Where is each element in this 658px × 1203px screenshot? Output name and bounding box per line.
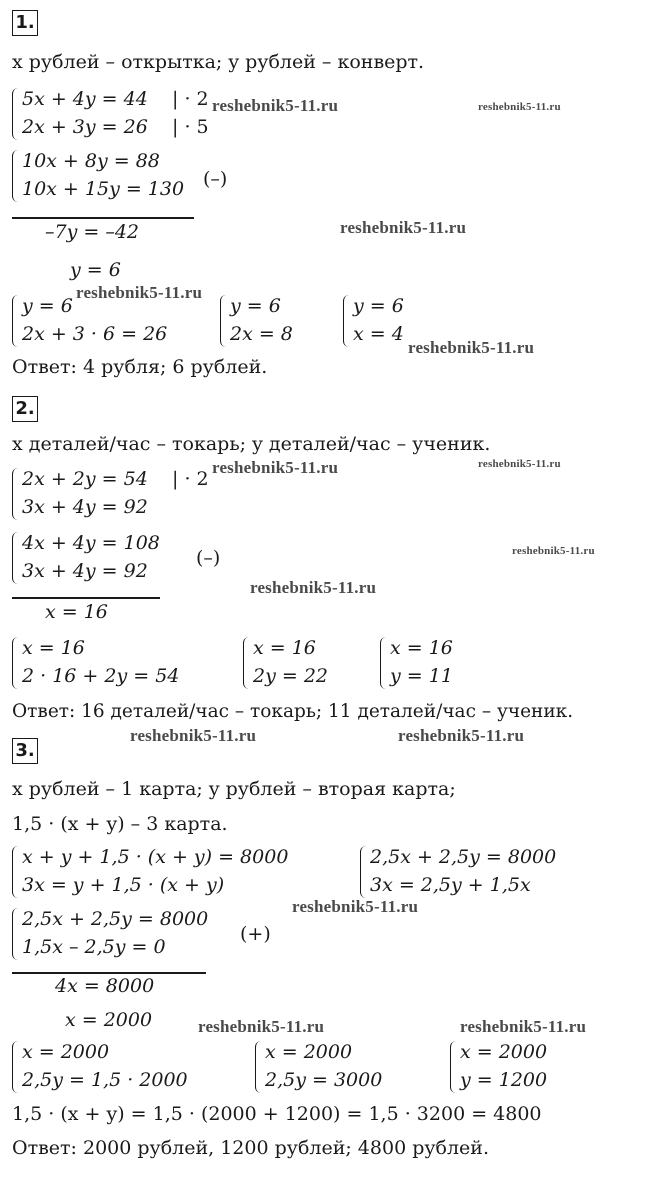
equation: 10x + 15y = 130 bbox=[22, 178, 185, 200]
system-brace bbox=[343, 295, 349, 347]
equation: y = 1200 bbox=[460, 1069, 548, 1091]
equation: 3x + 4y = 92 bbox=[22, 560, 148, 582]
system-brace bbox=[12, 637, 18, 689]
subtraction-line bbox=[12, 597, 160, 599]
equation: 2x + 2y = 54 bbox=[22, 468, 148, 490]
system-brace bbox=[12, 908, 18, 960]
problem-2-intro: x деталей/час – токарь; y деталей/час – ученик. bbox=[12, 433, 491, 455]
result-equation: 4x = 8000 bbox=[55, 975, 155, 997]
system-brace bbox=[12, 295, 18, 347]
watermark-text: reshebnik5-11.ru bbox=[130, 726, 257, 745]
problem-3-answer: Ответ: 2000 рублей, 1200 рублей; 4800 рублей. bbox=[12, 1137, 489, 1159]
multiplier: | · 5 bbox=[172, 116, 209, 138]
watermark-text: reshebnik5-11.ru bbox=[478, 458, 561, 470]
watermark-text: reshebnik5-11.ru bbox=[212, 458, 339, 477]
system-brace bbox=[12, 846, 18, 898]
watermark-text: reshebnik5-11.ru bbox=[198, 1017, 325, 1036]
equation: 3x = y + 1,5 · (x + y) bbox=[22, 874, 225, 896]
result-equation: x = 2000 bbox=[65, 1009, 153, 1031]
operation-sign: (–) bbox=[203, 168, 228, 190]
equation: 3x + 4y = 92 bbox=[22, 496, 148, 518]
system-brace bbox=[450, 1041, 456, 1093]
system-brace bbox=[220, 295, 226, 347]
addition-line bbox=[12, 972, 206, 974]
equation: 2x + 3y = 26 bbox=[22, 116, 148, 138]
result-equation: x = 16 bbox=[45, 601, 108, 623]
problem-3-intro: 1,5 · (x + y) – 3 карта. bbox=[12, 813, 228, 835]
system-brace bbox=[380, 637, 386, 689]
operation-sign: (+) bbox=[240, 923, 271, 945]
problem-1-number: 1. bbox=[12, 10, 38, 36]
subtraction-line bbox=[12, 217, 194, 219]
result-equation: –7y = –42 bbox=[45, 221, 139, 243]
watermark-text: reshebnik5-11.ru bbox=[212, 96, 339, 115]
system-brace bbox=[255, 1041, 261, 1093]
problem-3-number: 3. bbox=[12, 738, 38, 764]
system-brace bbox=[12, 468, 18, 520]
watermark-text: reshebnik5-11.ru bbox=[478, 101, 561, 113]
equation: 10x + 8y = 88 bbox=[22, 150, 160, 172]
equation: 5x + 4y = 44 bbox=[22, 88, 148, 110]
equation: 1,5x – 2,5y = 0 bbox=[22, 936, 166, 958]
equation: y = 6 bbox=[22, 295, 73, 317]
equation: y = 11 bbox=[390, 665, 453, 687]
equation: x = 2000 bbox=[460, 1041, 548, 1063]
watermark-text: reshebnik5-11.ru bbox=[76, 283, 203, 302]
watermark-text: reshebnik5-11.ru bbox=[292, 897, 419, 916]
equation: x = 2000 bbox=[22, 1041, 110, 1063]
equation: x + y + 1,5 · (x + y) = 8000 bbox=[22, 846, 289, 868]
system-brace bbox=[12, 1041, 18, 1093]
watermark-text: reshebnik5-11.ru bbox=[512, 545, 595, 557]
watermark-text: reshebnik5-11.ru bbox=[398, 726, 525, 745]
problem-1-answer: Ответ: 4 рубля; 6 рублей. bbox=[12, 356, 268, 378]
result-equation: y = 6 bbox=[70, 259, 121, 281]
equation: 2y = 22 bbox=[253, 665, 328, 687]
system-brace bbox=[12, 88, 18, 140]
equation: 2,5y = 3000 bbox=[265, 1069, 383, 1091]
equation: 2,5y = 1,5 · 2000 bbox=[22, 1069, 188, 1091]
operation-sign: (–) bbox=[196, 547, 221, 569]
equation: x = 16 bbox=[22, 637, 85, 659]
system-brace bbox=[243, 637, 249, 689]
equation: 2,5x + 2,5y = 8000 bbox=[370, 846, 557, 868]
system-brace bbox=[12, 532, 18, 584]
multiplier: | · 2 bbox=[172, 88, 209, 110]
problem-1-intro: x рублей – открытка; y рублей – конверт. bbox=[12, 51, 425, 73]
system-brace bbox=[12, 150, 18, 202]
equation: y = 6 bbox=[230, 295, 281, 317]
equation: 4x + 4y = 108 bbox=[22, 532, 160, 554]
equation: 3x = 2,5y + 1,5x bbox=[370, 874, 531, 896]
equation: y = 6 bbox=[353, 295, 404, 317]
watermark-text: reshebnik5-11.ru bbox=[460, 1017, 587, 1036]
equation: 2,5x + 2,5y = 8000 bbox=[22, 908, 209, 930]
system-brace bbox=[360, 846, 366, 898]
problem-3-calculation: 1,5 · (x + y) = 1,5 · (2000 + 1200) = 1,5 · 3200 = 4800 bbox=[12, 1103, 542, 1125]
problem-2-answer: Ответ: 16 деталей/час – токарь; 11 деталей/час – ученик. bbox=[12, 701, 574, 722]
equation: 2x = 8 bbox=[230, 323, 293, 345]
problem-2-number: 2. bbox=[12, 396, 38, 422]
watermark-text: reshebnik5-11.ru bbox=[250, 578, 377, 597]
equation: 2x + 3 · 6 = 26 bbox=[22, 323, 168, 345]
equation: x = 16 bbox=[390, 637, 453, 659]
equation: 2 · 16 + 2y = 54 bbox=[22, 665, 180, 687]
equation: x = 2000 bbox=[265, 1041, 353, 1063]
equation: x = 4 bbox=[353, 323, 404, 345]
problem-3-intro: x рублей – 1 карта; y рублей – вторая карта; bbox=[12, 778, 456, 800]
equation: x = 16 bbox=[253, 637, 316, 659]
watermark-text: reshebnik5-11.ru bbox=[408, 338, 535, 357]
multiplier: | · 2 bbox=[172, 468, 209, 490]
watermark-text: reshebnik5-11.ru bbox=[340, 218, 467, 237]
